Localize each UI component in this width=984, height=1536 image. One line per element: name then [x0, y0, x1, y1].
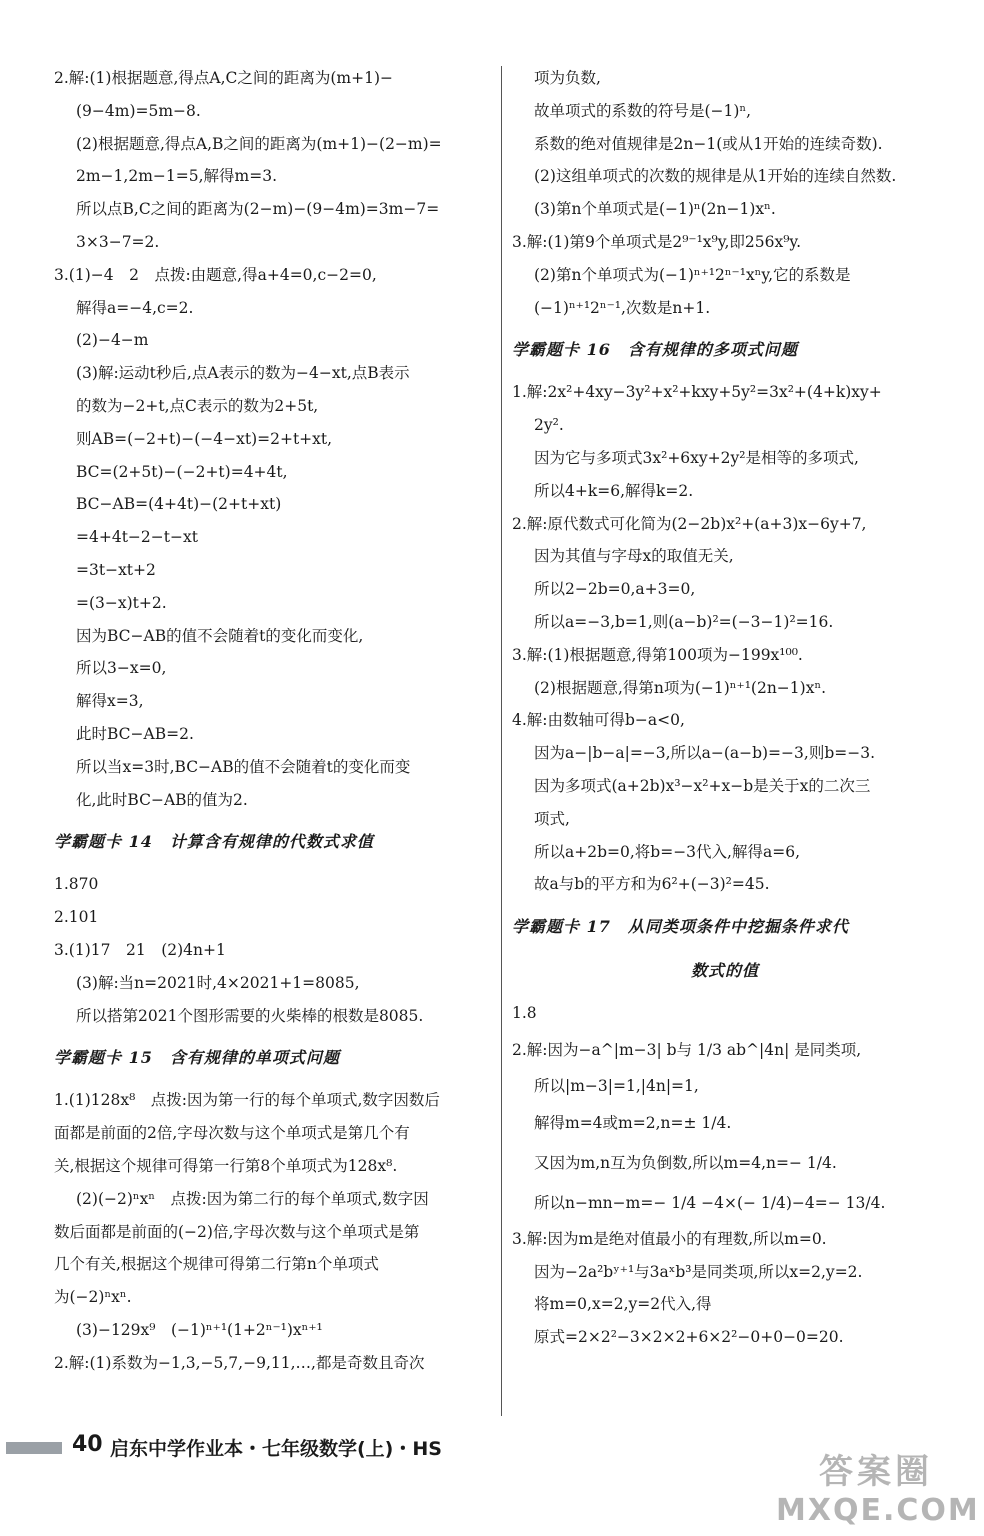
text-line: (2)这组单项式的次数的规律是从1开始的连续自然数. — [534, 167, 897, 186]
text-line: (2)−4−m — [76, 331, 149, 350]
section-title-17: 学霸题卡 17 从同类项条件中挖掘条件求代 — [512, 917, 849, 937]
text-line: 解得x=3, — [76, 692, 144, 711]
text-line: 3.解:(1)第9个单项式是2⁹⁻¹x⁹y,即256x⁹y. — [512, 232, 802, 251]
text-line: 3.解:(1)根据题意,得第100项为−199x¹⁰⁰. — [512, 645, 803, 664]
text-line: (2)第n个单项式为(−1)ⁿ⁺¹2ⁿ⁻¹xⁿy,它的系数是 — [534, 265, 851, 284]
text-line: (3)第n个单项式是(−1)ⁿ(2n−1)xⁿ. — [534, 200, 776, 219]
text-line: 所以n−mn−m=− 1/4 −4×(− 1/4)−4=− 13/4. — [534, 1193, 886, 1212]
footer-bar — [6, 1442, 62, 1454]
text-line: (2)根据题意,得点A,B之间的距离为(m+1)−(2−m)= — [76, 134, 442, 153]
text-line: 所以搭第2021个图形需要的火柴棒的根数是8085. — [76, 1006, 424, 1025]
right2-block — [512, 376, 938, 901]
text-line: 所以a=−3,b=1,则(a−b)²=(−3−1)²=16. — [534, 612, 834, 631]
text-line: 2.解:原代数式可化简为(2−2b)x²+(a+3)x−6y+7, — [512, 514, 867, 533]
left3-block — [54, 1084, 490, 1379]
text-line: 2.解:(1)根据题意,得点A,C之间的距离为(m+1)− — [54, 69, 394, 87]
watermark-cn: 答案圈 — [819, 1452, 933, 1492]
text-line: =3t−xt+2 — [76, 560, 156, 579]
text-line: 3.(1)−4 2 点拨:由题意,得a+4=0,c−2=0, — [54, 265, 377, 284]
text-line: 2y². — [534, 416, 564, 435]
text-line: 为(−2)ⁿxⁿ. — [54, 1288, 132, 1307]
left2-block — [54, 868, 490, 1032]
text-line: 所以3−x=0, — [76, 659, 167, 678]
text-line: 因为它与多项式3x²+6xy+2y²是相等的多项式, — [534, 448, 859, 467]
text-line: 此时BC−AB=2. — [76, 724, 194, 743]
text-line: 所以当x=3时,BC−AB的值不会随着t的变化而变 — [76, 757, 411, 776]
text-line: 所以点B,C之间的距离为(2−m)−(9−4m)=3m−7= — [76, 200, 440, 219]
text-line: 解得a=−4,c=2. — [76, 298, 194, 317]
text-line: 3.(1)17 21 (2)4n+1 — [54, 940, 226, 959]
text-line: (3)解:当n=2021时,4×2021+1=8085, — [76, 973, 360, 992]
text-line: 1.8 — [512, 1004, 537, 1023]
left-column — [54, 62, 490, 1379]
column-divider — [501, 66, 502, 1416]
left-block — [54, 62, 490, 816]
section-title-17-cont: 数式的值 — [690, 961, 759, 981]
right-column — [512, 62, 938, 1354]
watermark-logo — [776, 1444, 980, 1530]
text-line: 1.870 — [54, 875, 99, 894]
text-line: 化,此时BC−AB的值为2. — [76, 790, 248, 809]
section-title-15: 学霸题卡 15 含有规律的单项式问题 — [54, 1048, 340, 1068]
text-line: 2.解:(1)系数为−1,3,−5,7,−9,11,…,都是奇数且奇次 — [54, 1353, 425, 1372]
text-line: 的数为−2+t,点C表示的数为2+5t, — [76, 396, 319, 415]
text-line: (−1)ⁿ⁺¹2ⁿ⁻¹,次数是n+1. — [534, 298, 711, 317]
text-line: (9−4m)=5m−8. — [76, 101, 201, 120]
text-line: 2.解:因为−a^|m−3| b与 1/3 ab^|4n| 是同类项, — [512, 1040, 862, 1059]
text-line: 3.解:因为m是绝对值最小的有理数,所以m=0. — [512, 1229, 827, 1248]
text-line: 3×3−7=2. — [76, 232, 160, 251]
right3-block — [512, 997, 938, 1354]
text-line: 因为a−|b−a|=−3,所以a−(a−b)=−3,则b=−3. — [534, 744, 876, 763]
text-line: 所以a+2b=0,将b=−3代入,解得a=6, — [534, 842, 800, 861]
text-line: 数后面都是前面的(−2)倍,字母次数与这个单项式是第 — [54, 1222, 420, 1241]
text-line: 项为负数, — [534, 69, 601, 87]
book-title: 启东中学作业本・七年级数学(上)・HS — [110, 1438, 442, 1460]
text-line: (2)(−2)ⁿxⁿ 点拨:因为第二行的每个单项式,数字因 — [76, 1189, 429, 1208]
text-line: =4+4t−2−t−xt — [76, 528, 198, 547]
text-line: 项式, — [534, 809, 570, 828]
text-line: 1.(1)128x⁸ 点拨:因为第一行的每个单项式,数字因数后 — [54, 1091, 440, 1110]
text-line: (3)解:运动t秒后,点A表示的数为−4−xt,点B表示 — [76, 364, 410, 383]
text-line: 面都是前面的2倍,字母次数与这个单项式是第几个有 — [54, 1124, 410, 1143]
text-line: (2)根据题意,得第n项为(−1)ⁿ⁺¹(2n−1)xⁿ. — [534, 678, 827, 697]
text-line: 几个有关,根据这个规律可得第二行第n个单项式 — [54, 1255, 379, 1274]
text-line: 原式=2×2²−3×2×2+6×2²−0+0−0=20. — [534, 1328, 844, 1347]
text-line: BC−AB=(4+4t)−(2+t+xt) — [76, 495, 282, 514]
text-line: 因为其值与字母x的取值无关, — [534, 547, 734, 566]
text-line: 解得m=4或m=2,n=± 1/4. — [534, 1113, 732, 1132]
text-line: 因为多项式(a+2b)x³−x²+x−b是关于x的二次三 — [534, 776, 871, 795]
text-line: 则AB=(−2+t)−(−4−xt)=2+t+xt, — [76, 429, 333, 448]
text-line: 4.解:由数轴可得b−a<0, — [512, 711, 685, 730]
text-line: 将m=0,x=2,y=2代入,得 — [534, 1295, 712, 1314]
text-line: (3)−129x⁹ (−1)ⁿ⁺¹(1+2ⁿ⁻¹)xⁿ⁺¹ — [76, 1320, 323, 1339]
text-line: 所以|m−3|=1,|4n|=1, — [534, 1076, 699, 1095]
section-title-16: 学霸题卡 16 含有规律的多项式问题 — [512, 340, 798, 360]
text-line: 所以4+k=6,解得k=2. — [534, 481, 694, 500]
watermark-en: MXQE.COM — [776, 1493, 980, 1528]
text-line: 故单项式的系数的符号是(−1)ⁿ, — [534, 101, 752, 120]
section-title-14: 学霸题卡 14 计算含有规律的代数式求值 — [54, 832, 374, 852]
text-line: 关,根据这个规律可得第一行第8个单项式为128x⁸. — [54, 1156, 398, 1175]
text-line: 因为−2a²bʸ⁺¹与3aˣb³是同类项,所以x=2,y=2. — [534, 1262, 863, 1281]
text-line: 2m−1,2m−1=5,解得m=3. — [76, 167, 277, 186]
text-line: BC=(2+5t)−(−2+t)=4+4t, — [76, 462, 288, 481]
text-line: 又因为m,n互为负倒数,所以m=4,n=− 1/4. — [534, 1153, 837, 1172]
text-line: 故a与b的平方和为6²+(−3)²=45. — [534, 875, 770, 894]
page-number: 40 — [72, 1432, 103, 1457]
right-block — [512, 62, 938, 324]
text-line: 2.101 — [54, 908, 99, 927]
text-line: =(3−x)t+2. — [76, 593, 167, 612]
text-line: 所以2−2b=0,a+3=0, — [534, 580, 696, 599]
text-line: 系数的绝对值规律是2n−1(或从1开始的连续奇数). — [534, 134, 883, 153]
text-line: 1.解:2x²+4xy−3y²+x²+kxy+5y²=3x²+(4+k)xy+ — [512, 383, 882, 402]
text-line: 因为BC−AB的值不会随着t的变化而变化, — [76, 626, 364, 645]
